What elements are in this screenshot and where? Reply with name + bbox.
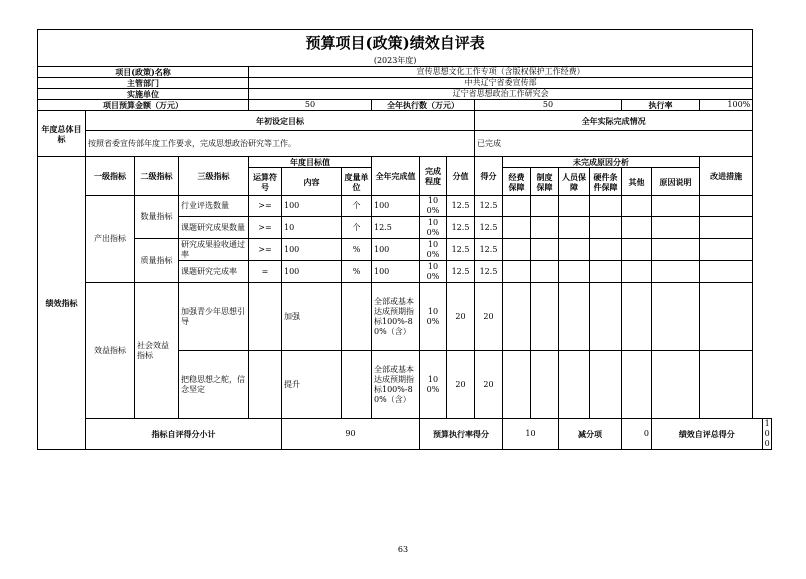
hdr-level1: 一级指标: [86, 157, 135, 196]
indicator-actual: 12.5: [372, 217, 420, 239]
indicator-degree: 100%: [420, 196, 447, 217]
actual-goal: 已完成: [475, 131, 753, 157]
indicator-degree: 100%: [420, 261, 447, 283]
indicator-actual: 100: [372, 196, 420, 217]
actual-goal-label: 全年实际完成情况: [475, 111, 753, 131]
hdr-r6: 原因说明: [652, 168, 700, 196]
benefit-label: 效益指标: [86, 283, 135, 419]
indicator-got: 20: [475, 351, 503, 419]
indicator-score: 20: [447, 283, 475, 351]
indicator-name: 课题研究成果数量: [179, 217, 249, 239]
indicator-got: 12.5: [475, 217, 503, 239]
hdr-level3: 三级指标: [179, 157, 249, 196]
indicator-unit: 个: [342, 217, 372, 239]
project-name-label: 项目(政策)名称: [38, 67, 249, 78]
hdr-unit: 度量单位: [342, 168, 372, 196]
table-row: [38, 283, 772, 351]
budget-score-value: 10: [503, 419, 559, 450]
evaluation-table: [37, 29, 772, 450]
indicator-name: 课题研究完成率: [179, 261, 249, 283]
hdr-r1: 经费保障: [503, 168, 531, 196]
indicator-name: 行业评选数量: [179, 196, 249, 217]
hdr-r5: 其他: [622, 168, 652, 196]
indicator-degree: 100%: [420, 351, 447, 419]
social-label: 社会效益指标: [135, 283, 179, 419]
total-label: 绩效自评总得分: [652, 419, 763, 450]
budget-value: 50: [249, 100, 372, 111]
subtotal-value: 90: [282, 419, 420, 450]
hdr-degree: 完成程度: [420, 157, 447, 196]
indicator-op: =: [249, 261, 282, 283]
indicator-degree: 100%: [420, 239, 447, 261]
indicator-got: 12.5: [475, 196, 503, 217]
perf-label: 绩效指标: [38, 157, 86, 450]
dept-value: 中共辽宁省委宣传部: [249, 78, 753, 89]
hdr-measures: 改进措施: [700, 157, 753, 196]
output-label: 产出指标: [86, 196, 135, 283]
hdr-target: 年度目标值: [249, 157, 372, 168]
indicator-got: 12.5: [475, 261, 503, 283]
hdr-op: 运算符号: [249, 168, 282, 196]
budget-score-label: 预算执行率得分: [420, 419, 503, 450]
indicator-name: 把稳思想之舵，信念坚定: [179, 351, 249, 419]
indicator-content: 100: [282, 261, 342, 283]
indicator-got: 20: [475, 283, 503, 351]
rate-value: 100%: [700, 100, 753, 111]
hdr-r2: 制度保障: [531, 168, 559, 196]
indicator-actual: 100: [372, 261, 420, 283]
initial-goal-label: 年初设定目标: [86, 111, 475, 131]
indicator-name: 加强青少年思想引导: [179, 283, 249, 351]
goal-label: 年度总体目标: [38, 111, 86, 157]
table-row: [38, 239, 772, 261]
indicator-score: 12.5: [447, 217, 475, 239]
evaluation-form: [37, 29, 772, 450]
indicator-name: 研究成果验收通过率: [179, 239, 249, 261]
hdr-reasons: 未完成原因分析: [503, 157, 700, 168]
indicator-score: 20: [447, 351, 475, 419]
deduct-label: 减分项: [559, 419, 622, 450]
dept-label: 主管部门: [38, 78, 249, 89]
indicator-degree: 100%: [420, 283, 447, 351]
indicator-unit: %: [342, 239, 372, 261]
exec-value: 50: [475, 100, 622, 111]
indicator-unit: 个: [342, 196, 372, 217]
deduct-value: 0: [622, 419, 652, 450]
form-title: 预算项目(政策)绩效自评表: [38, 30, 753, 57]
qty-label: 数量指标: [135, 196, 179, 239]
budget-label: 项目预算金额（万元）: [38, 100, 249, 111]
hdr-level2: 二级指标: [135, 157, 179, 196]
indicator-score: 12.5: [447, 261, 475, 283]
project-name: 宣传思想文化工作专项（含版权保护工作经费）: [249, 67, 753, 78]
indicator-actual: 全部或基本达成预期指标100%-80%（含）: [372, 283, 420, 351]
indicator-content: 100: [282, 239, 342, 261]
indicator-got: 12.5: [475, 239, 503, 261]
form-year: (2023年度): [38, 56, 753, 67]
initial-goal: 按照省委宣传部年度工作要求，完成思想政治研究等工作。: [86, 131, 475, 157]
indicator-op: >=: [249, 239, 282, 261]
indicator-content: 提升: [282, 351, 342, 419]
hdr-content: 内容: [282, 168, 342, 196]
hdr-actual: 全年完成值: [372, 157, 420, 196]
indicator-content: 加强: [282, 283, 342, 351]
indicator-degree: 100%: [420, 217, 447, 239]
exec-label: 全年执行数（万元）: [372, 100, 475, 111]
impl-value: 辽宁省思想政治工作研究会: [249, 89, 753, 100]
indicator-op: >=: [249, 217, 282, 239]
indicator-actual: 100: [372, 239, 420, 261]
rate-label: 执行率: [622, 100, 700, 111]
indicator-op: >=: [249, 196, 282, 217]
indicator-unit: %: [342, 261, 372, 283]
indicator-score: 12.5: [447, 196, 475, 217]
hdr-r4: 硬件条件保障: [590, 168, 622, 196]
quality-label: 质量指标: [135, 239, 179, 283]
impl-label: 实施单位: [38, 89, 249, 100]
table-row: [38, 196, 772, 217]
hdr-r3: 人员保障: [559, 168, 590, 196]
hdr-got: 得分: [475, 157, 503, 196]
hdr-score: 分值: [447, 157, 475, 196]
page-number: 63: [397, 545, 409, 554]
indicator-actual: 全部或基本达成预期指标100%-80%（含）: [372, 351, 420, 419]
indicator-content: 100: [282, 196, 342, 217]
total-value: 100: [762, 419, 771, 450]
subtotal-label: 指标自评得分小计: [86, 419, 282, 450]
indicator-score: 12.5: [447, 239, 475, 261]
indicator-content: 10: [282, 217, 342, 239]
